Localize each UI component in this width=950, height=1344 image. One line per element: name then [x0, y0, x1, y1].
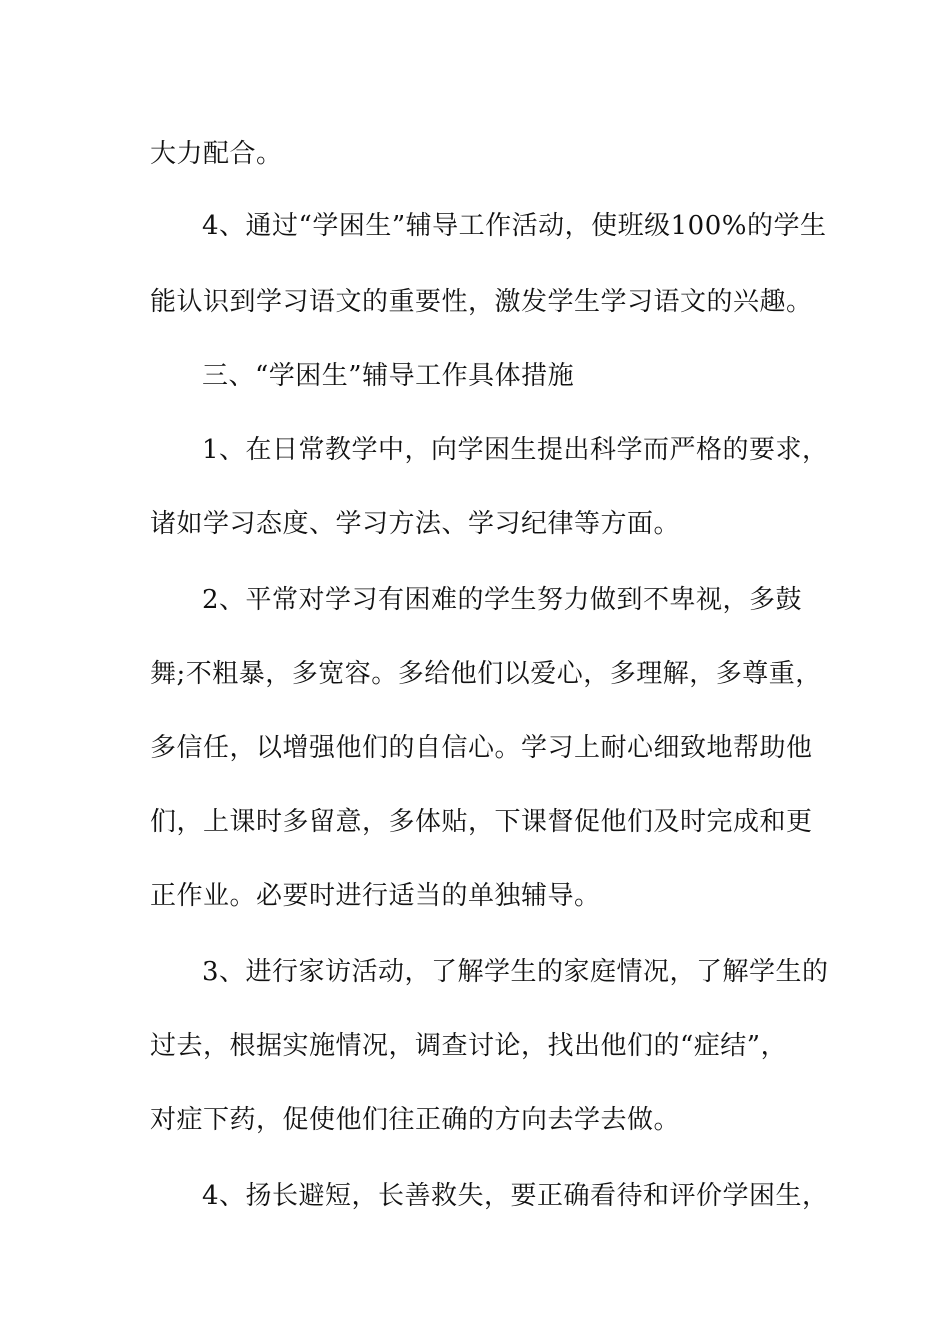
text-line-15: 4、扬长避短，长善救失，要正确看待和评价学困生， [202, 1181, 829, 1211]
text-line-8: 舞;不粗暴，多宽容。多给他们以爱心，多理解，多尊重， [150, 659, 822, 689]
text-line-12: 3、进行家访活动，了解学生的家庭情况，了解学生的 [202, 957, 829, 987]
section-heading: 三、“学困生”辅导工作具体措施 [202, 361, 575, 391]
text-line-3: 能认识到学习语文的重要性，激发学生学习语文的兴趣。 [150, 287, 813, 317]
text-line-14: 对症下药，促使他们往正确的方向去学去做。 [150, 1105, 681, 1135]
text-line-13: 过去，根据实施情况，调查讨论，找出他们的“症结”， [150, 1031, 788, 1061]
text-line-9: 多信任，以增强他们的自信心。学习上耐心细致地帮助他 [150, 733, 813, 763]
text-line-10: 们，上课时多留意，多体贴，下课督促他们及时完成和更 [150, 807, 813, 837]
text-line-1: 大力配合。 [150, 139, 283, 169]
text-line-5: 1、在日常教学中，向学困生提出科学而严格的要求， [202, 435, 829, 465]
text-line-11: 正作业。必要时进行适当的单独辅导。 [150, 881, 601, 911]
text-line-2: 4、通过“学困生”辅导工作活动，使班级100%的学生 [202, 211, 827, 241]
text-line-7: 2、平常对学习有困难的学生努力做到不卑视，多鼓 [202, 585, 803, 615]
text-line-6: 诸如学习态度、学习方法、学习纪律等方面。 [150, 509, 681, 539]
